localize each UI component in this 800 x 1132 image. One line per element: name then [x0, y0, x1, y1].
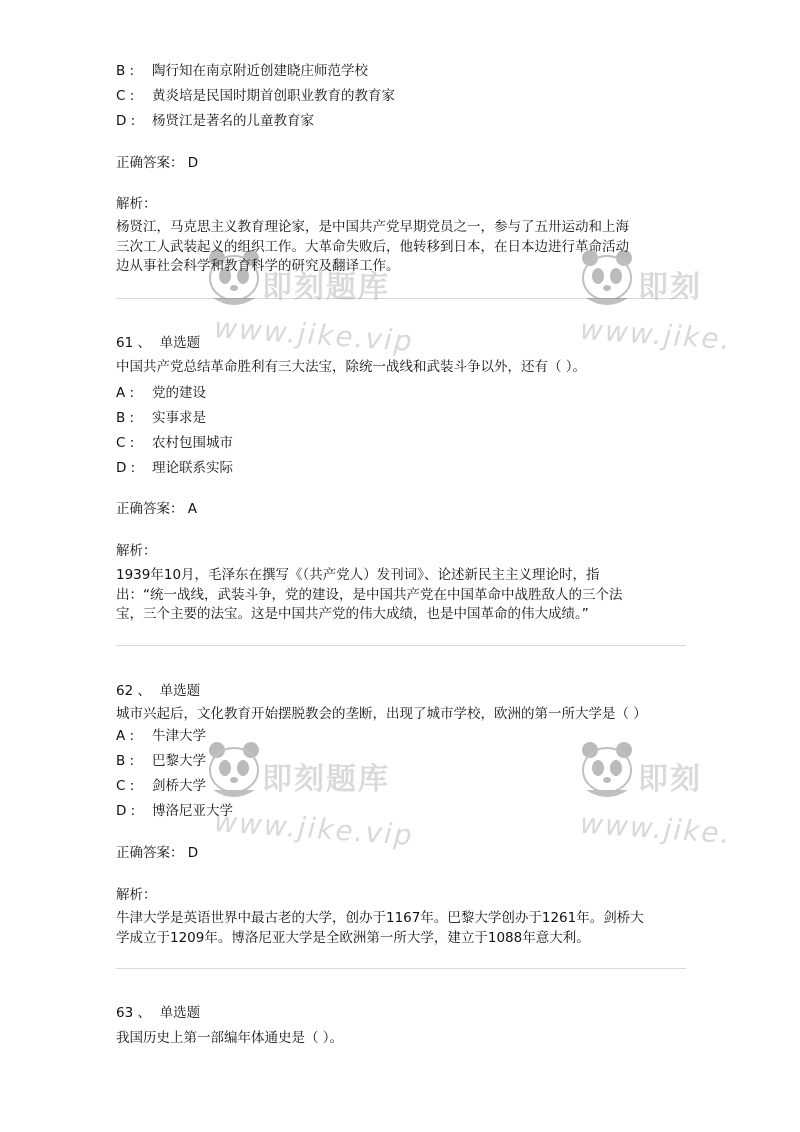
watermark-brand-partial: 即刻 [638, 762, 702, 797]
divider [116, 968, 686, 969]
option-letter: D : [116, 460, 136, 476]
option-c [116, 777, 206, 796]
option-text: 巴黎大学 [152, 753, 206, 769]
watermark-url-partial: www.jike. [579, 806, 733, 851]
option-text: 农村包围城市 [152, 435, 233, 451]
option-text: 实事求是 [152, 410, 206, 426]
watermark-brand: 即刻题库 [262, 762, 390, 797]
analysis-line: 1939年10月，毛泽东在撰写《（共产党人）发刊词》、论述新民主主义理论时，指 [116, 567, 600, 583]
analysis-text [116, 909, 688, 948]
panda-logo-icon [578, 740, 636, 802]
question-type: 单选题 [159, 683, 201, 699]
option-b [116, 752, 206, 771]
analysis-label: 解析： [116, 543, 157, 559]
option-letter: C : [116, 435, 135, 451]
analysis-line: 杨贤江，马克思主义教育理论家，是中国共产党早期党员之一，参与了五卅运动和上海 [116, 219, 629, 235]
option-letter: B : [116, 63, 135, 79]
analysis-line: 三次工人武装起义的组织工作。大革命失败后，他转移到日本，在日本边进行革命活动 [116, 238, 629, 255]
answer-label: 正确答案： [116, 155, 184, 171]
answer-value: A [187, 501, 198, 517]
watermark-brand: 即刻题库 [262, 270, 390, 305]
analysis-label: 解析： [116, 887, 157, 903]
option-text: 博洛尼亚大学 [152, 803, 233, 819]
option-d [116, 802, 233, 821]
question-header [116, 334, 200, 353]
analysis-line: 牛津大学是英语世界中最古老的大学，创办于1167年。巴黎大学创办于1261年。剑桥大 [116, 910, 644, 926]
question-number: 62 、 [116, 683, 151, 699]
watermark-url: www.jike.vip [213, 805, 415, 852]
watermark-brand-partial: 即刻 [638, 270, 702, 305]
question-number: 61 、 [116, 335, 151, 351]
option-c [116, 87, 395, 106]
panda-logo-icon [205, 248, 263, 310]
question-stem: 中国共产党总结革命胜利有三大法宝，除统一战线和武装斗争以外，还有（ ）。 [116, 359, 587, 375]
option-letter: D : [116, 113, 136, 129]
panda-logo-icon [578, 248, 636, 310]
option-d [116, 459, 233, 478]
answer-value: D [187, 155, 199, 171]
correct-answer [116, 154, 198, 173]
watermark-url-partial: www.jike. [579, 312, 733, 357]
analysis-line: 边从事社会科学和教育科学的研究及翻译工作。 [116, 258, 400, 274]
question-stem: 我国历史上第一部编年体通史是（ ）。 [116, 1030, 344, 1046]
option-text: 黄炎培是民国时期首创职业教育的教育家 [152, 88, 395, 104]
question-type: 单选题 [159, 335, 201, 351]
question-header [116, 1004, 200, 1023]
answer-label: 正确答案： [116, 845, 184, 861]
option-b [116, 409, 206, 428]
option-d [116, 112, 314, 131]
question-header [116, 682, 200, 701]
option-letter: D : [116, 803, 136, 819]
option-text: 党的建设 [152, 385, 206, 401]
analysis-line: 宝，三个主要的法宝。这是中国共产党的伟大成绩，也是中国革命的伟大成绩。” [116, 606, 589, 622]
option-a [116, 727, 206, 746]
option-text: 陶行知在南京附近创建晓庄师范学校 [152, 63, 368, 79]
analysis-label: 解析： [116, 196, 157, 212]
analysis-line: 学成立于1209年。博洛尼亚大学是全欧洲第一所大学，建立于1088年意大利。 [116, 929, 590, 946]
correct-answer [116, 844, 198, 863]
option-text: 理论联系实际 [152, 460, 233, 476]
option-letter: A : [116, 385, 135, 401]
option-letter: C : [116, 88, 135, 104]
watermark-url: www.jike.vip [213, 311, 415, 358]
option-letter: B : [116, 753, 135, 769]
question-type: 单选题 [159, 1005, 201, 1021]
option-text: 杨贤江是著名的儿童教育家 [152, 113, 314, 129]
question-stem: 城市兴起后，文化教育开始摆脱教会的垄断，出现了城市学校，欧洲的第一所大学是（ ） [116, 706, 647, 722]
option-c [116, 434, 233, 453]
panda-logo-icon [205, 740, 263, 802]
option-b [116, 62, 368, 81]
analysis-line: 出：“统一战线，武装斗争，党的建设，是中国共产党在中国革命中战胜敌人的三个法 [116, 586, 623, 603]
option-text: 牛津大学 [152, 728, 206, 744]
answer-label: 正确答案： [116, 501, 184, 517]
analysis-text [116, 566, 688, 625]
correct-answer [116, 500, 197, 519]
option-letter: C : [116, 778, 135, 794]
option-a [116, 384, 206, 403]
answer-value: D [187, 845, 199, 861]
question-number: 63 、 [116, 1005, 151, 1021]
divider [116, 645, 686, 646]
option-text: 剑桥大学 [152, 778, 206, 794]
option-letter: A : [116, 728, 135, 744]
option-letter: B : [116, 410, 135, 426]
